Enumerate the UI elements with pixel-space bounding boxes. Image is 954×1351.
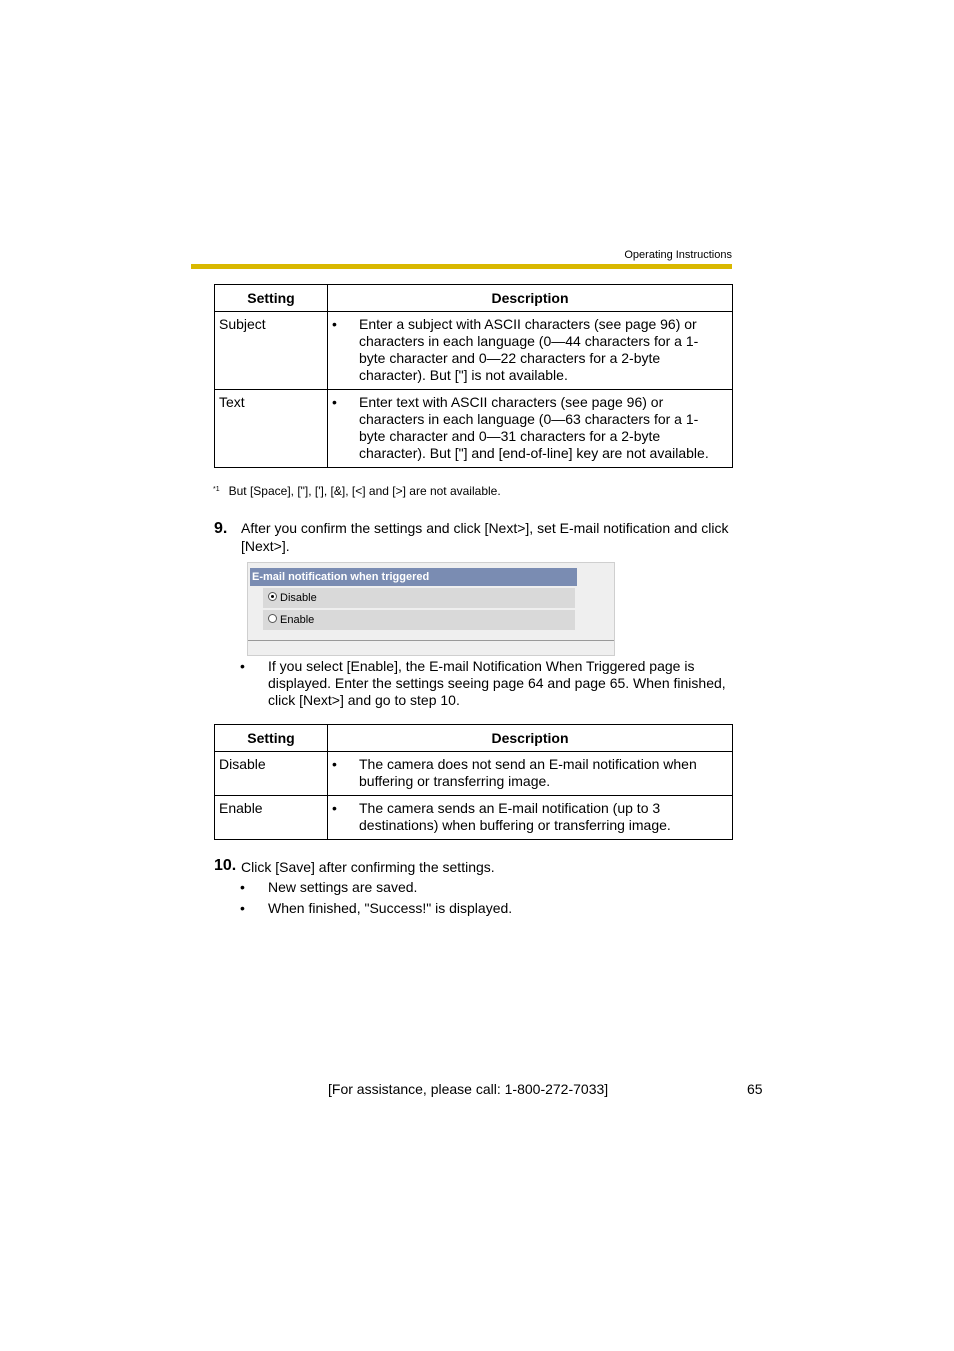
description-cell (328, 390, 733, 468)
header-bar (191, 264, 732, 269)
option-label: Enable (280, 614, 315, 626)
running-header: Operating Instructions (624, 249, 732, 261)
column-header-description: Description (328, 725, 733, 752)
list-item-text: New settings are saved. (268, 879, 418, 895)
radio-option-disable[interactable] (263, 588, 575, 608)
panel-title: E-mail notification when triggered (250, 568, 577, 586)
bullet-marker: • (332, 316, 337, 332)
bullet-marker: • (240, 879, 245, 895)
setting-cell: Text (215, 390, 328, 468)
step-number: 10. (214, 857, 237, 874)
table-row (215, 312, 733, 390)
bullet-marker: • (240, 900, 245, 916)
radio-option-enable[interactable] (263, 610, 575, 630)
footnote (213, 484, 501, 498)
list-item (240, 879, 735, 896)
radio-selected-icon[interactable] (268, 592, 277, 601)
table-row (215, 796, 733, 840)
setting-cell: Disable (215, 752, 328, 796)
description-cell (328, 796, 733, 840)
divider (248, 640, 614, 641)
list-item-text: When finished, "Success!" is displayed. (268, 900, 513, 916)
table-header-row (215, 285, 733, 312)
description-text: Enter a subject with ASCII characters (see page 96) or characters in each language (0—44 characters for a 1-byte character and 0—22 characters for a 2-byte character). But ["] is not available. (359, 316, 699, 383)
setting-cell: Subject (215, 312, 328, 390)
bullet-marker: • (332, 756, 337, 772)
description-cell (328, 312, 733, 390)
bullet-marker: • (240, 658, 245, 674)
step-text: After you confirm the settings and click [Next>], set E-mail notification and click [Next>]. (241, 520, 729, 554)
list-item (240, 900, 735, 917)
step-9-note (240, 658, 735, 709)
description-text: The camera does not send an E-mail notification when buffering or transferring image. (359, 756, 697, 789)
step-10 (214, 856, 734, 875)
column-header-setting: Setting (215, 285, 328, 312)
column-header-description: Description (328, 285, 733, 312)
description-text: Enter text with ASCII characters (see page 96) or characters in each language (0—63 characters for a 1-byte character and 0—31 characters for a 2-byte character). But ["] and [end-of-line] key are not available. (359, 394, 709, 461)
option-label: Disable (280, 592, 317, 604)
step-number: 9. (214, 520, 228, 537)
bullet-marker: • (332, 394, 337, 410)
description-cell (328, 752, 733, 796)
step-9 (214, 519, 734, 554)
page-number: 65 (747, 1081, 763, 1097)
note-text: If you select [Enable], the E-mail Notification When Triggered page is displayed. Enter the settings seeing page 64 and page 65. When finished, click [Next>] and go to step 10. (268, 658, 726, 708)
assistance-footer: [For assistance, please call: 1-800-272-7033] (328, 1081, 609, 1097)
table-row (215, 390, 733, 468)
step-text: Click [Save] after confirming the settings. (241, 859, 495, 875)
footnote-text: But [Space], ["], ['], [&], [<] and [>] are not available. (228, 484, 501, 498)
bullet-marker: • (332, 800, 337, 816)
footnote-mark: *1 (213, 486, 220, 493)
settings-table-subject-text (214, 284, 733, 468)
email-notification-screenshot (247, 562, 615, 656)
settings-table-notification (214, 724, 733, 840)
table-header-row (215, 725, 733, 752)
setting-cell: Enable (215, 796, 328, 840)
description-text: The camera sends an E-mail notification (up to 3 destinations) when buffering or transferring image. (359, 800, 671, 833)
table-row (215, 752, 733, 796)
column-header-setting: Setting (215, 725, 328, 752)
radio-unselected-icon[interactable] (268, 614, 277, 623)
